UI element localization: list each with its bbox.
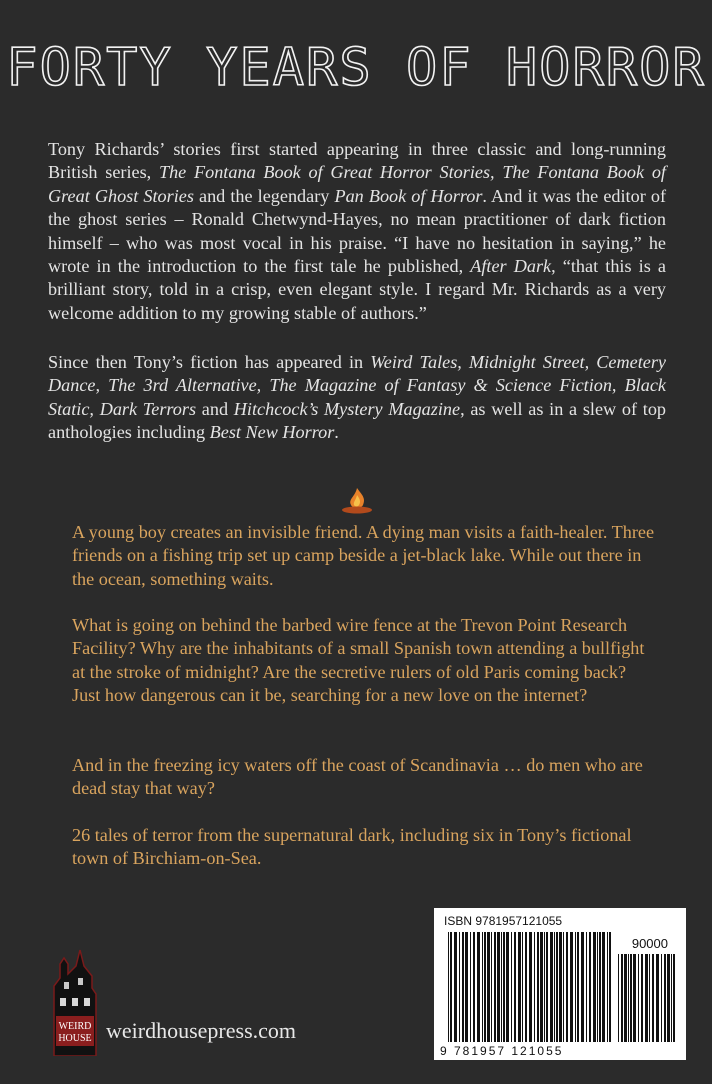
barcode-bar: [546, 932, 548, 1042]
barcode-bar: [673, 954, 675, 1042]
bio-italic-title: Best New Horror: [209, 422, 335, 443]
bio-text: and: [196, 398, 234, 419]
bio-text: , “that this is a brilliant story, told in a crisp, even elegant style. I regard Mr. Richards as a very welcome addition to my growing stable of authors.”: [48, 256, 667, 323]
barcode-bar: [624, 954, 627, 1042]
barcode-bar: [473, 932, 475, 1042]
bio-text: Tony Richards’ stories first started appearing in three classic and long-running British series,: [48, 139, 666, 183]
barcode-bar: [554, 932, 555, 1042]
barcode-bar: [544, 932, 545, 1042]
barcode-bar: [491, 932, 492, 1042]
barcode-bar: [563, 932, 564, 1042]
barcode-bar: [506, 932, 509, 1042]
barcode-bar: [522, 932, 523, 1042]
publisher-website[interactable]: weirdhousepress.com: [106, 1018, 297, 1043]
barcode-bar: [589, 932, 591, 1042]
barcode-bar: [459, 932, 460, 1042]
barcode-bar: [618, 954, 619, 1042]
barcode-bar: [501, 932, 502, 1042]
bio-text: and the legendary: [193, 185, 335, 206]
barcode-bar: [497, 932, 500, 1042]
barcode-bar: [477, 932, 480, 1042]
barcode-bars: [448, 932, 612, 1042]
campfire-icon: [340, 486, 374, 516]
barcode-bar: [454, 932, 457, 1042]
barcode-bar: [465, 932, 468, 1042]
barcode-bar: [597, 932, 598, 1042]
description-paragraph-4: 26 tales of terror from the supernatural dark, including six in Tony’s fictional town of Birchiam-on-Sea.: [72, 825, 632, 869]
barcode-bar: [450, 932, 452, 1042]
barcode-bar: [581, 932, 584, 1042]
barcode-bar: [494, 932, 496, 1042]
bio-text: . And it was the editor of the ghost series – Ronald Chetwynd-Hayes, no mean practitioner of dark fiction himself – who was most vocal in his praise. “I have no hesitation in saying,” he wrote in the introduction to the first tale he published,: [48, 185, 666, 277]
price-barcode-bars: [618, 954, 676, 1042]
barcode-bar: [621, 954, 623, 1042]
bio-italic-title: After Dark: [470, 256, 552, 277]
barcode-bar: [534, 932, 535, 1042]
isbn-label: ISBN 9781957121055: [444, 914, 563, 928]
description-paragraph-2: What is going on behind the barbed wire fence at the Trevon Point Research Facility? Why are the inhabitants of a small Spanish town attending a bullfight at the stroke of midnight? Are the secretive rulers of old Paris coming back? Just how dangerous can it be, searching for a new love on the internet?: [72, 615, 645, 706]
bio-text: .: [334, 422, 339, 443]
barcode-bar: [575, 932, 576, 1042]
barcode-bar: [602, 932, 605, 1042]
barcode-bar: [645, 954, 648, 1042]
barcode-bar: [462, 932, 464, 1042]
barcode-bar: [540, 932, 543, 1042]
barcode-bar: [652, 954, 654, 1042]
barcode-bar: [487, 932, 490, 1042]
barcode-bar: [586, 932, 587, 1042]
barcode-bar: [518, 932, 521, 1042]
barcode-bar: [638, 954, 639, 1042]
bio-italic-title: Hitchcock’s Mystery Magazine: [233, 398, 461, 419]
isbn-digits: 9 781957 121055: [440, 1044, 564, 1058]
description-paragraph-3: And in the freezing icy waters off the coast of Scandinavia … do men who are dead stay that way?: [72, 755, 643, 799]
barcode-bar: [566, 932, 568, 1042]
barcode-bar: [607, 932, 608, 1042]
cover-title: FORTY YEARS OF HORROR: [6, 38, 706, 98]
barcode-bar: [641, 954, 643, 1042]
barcode-bar: [503, 932, 505, 1042]
barcode-bar: [470, 932, 471, 1042]
description-paragraph-1: A young boy creates an invisible friend. A dying man visits a faith-healer. Three friends on a fishing trip set up camp beside a jet-black lake. While out there in the ocean, something waits.: [72, 522, 655, 589]
barcode-bar: [484, 932, 486, 1042]
bio-text: , as well as in a slew of top anthologies including: [48, 398, 667, 443]
bio-italic-title: Pan Book of Horror: [334, 185, 483, 206]
barcode-bar: [570, 932, 573, 1042]
barcode-bar: [628, 954, 629, 1042]
barcode-bar: [529, 932, 532, 1042]
bio-italic-titles: The Fontana Book of Great Horror Stories, The Fontana Book of Great Ghost Stories: [48, 162, 666, 206]
barcode-bar: [448, 932, 449, 1042]
publication-history-paragraph: [48, 351, 666, 445]
barcode-bar: [630, 954, 632, 1042]
barcode-bar: [514, 932, 516, 1042]
svg-text:HOUSE: HOUSE: [58, 1033, 92, 1044]
barcode-bar: [671, 954, 672, 1042]
barcode-bar: [559, 932, 562, 1042]
barcode-bar: [577, 932, 579, 1042]
barcode-bar: [633, 954, 636, 1042]
barcode-bar: [593, 932, 596, 1042]
svg-text:WEIRD: WEIRD: [58, 1021, 92, 1032]
author-bio-paragraph: [48, 138, 666, 325]
barcode-bar: [556, 932, 558, 1042]
barcode-bar: [656, 954, 659, 1042]
barcode-bar: [550, 932, 553, 1042]
barcode-bar: [482, 932, 483, 1042]
price-code: 90000: [631, 936, 668, 951]
barcode-bar: [511, 932, 512, 1042]
barcode-bar: [599, 932, 601, 1042]
barcode-bar: [667, 954, 670, 1042]
bio-text: Since then Tony’s fiction has appeared in: [48, 352, 371, 372]
barcode-bar: [525, 932, 527, 1042]
isbn-barcode: [434, 908, 686, 1060]
barcode-bar: [609, 932, 611, 1042]
barcode-bar: [664, 954, 666, 1042]
bio-italic-titles: Weird Tales, Midnight Street, Cemetery Dance, The 3rd Alternative, The Magazine of Fantasy & Science Fiction, Black Static, Dark Terrors: [48, 352, 666, 419]
weird-house-logo: [46, 938, 102, 1056]
barcode-bar: [649, 954, 650, 1042]
barcode-bar: [537, 932, 539, 1042]
barcode-bar: [661, 954, 662, 1042]
